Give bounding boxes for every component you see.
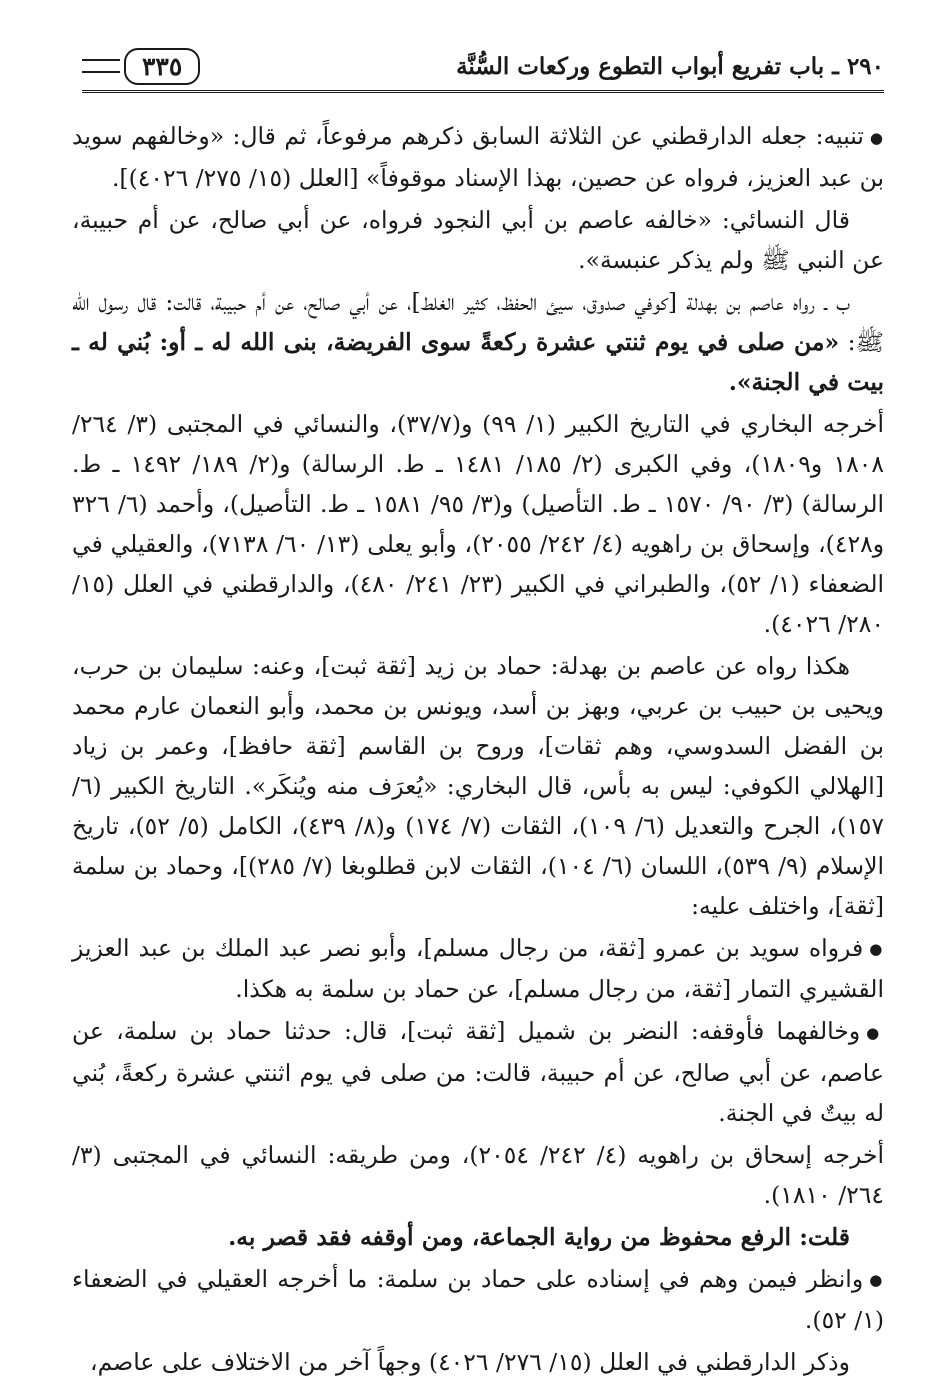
paragraph-text: تنبيه: جعله الدارقطني عن الثلاثة السابق ذكرهم مرفوعاً، ثم قال: «وخالفهم سويد بن عبد العزيز، فرواه عن حصين، بهذا الإسناد موقوفاً» [العلل (١٥/ ٢٧٥/ ٤٠٢٦)]. <box>72 122 884 192</box>
body-paragraph <box>72 1011 884 1133</box>
paragraph-text: هكذا رواه عن عاصم بن بهدلة: حماد بن زيد [ثقة ثبت]، وعنه: سليمان بن حرب، ويحيى بن حبيب بن عربي، وبهز بن أسد، ويونس بن محمد، وأبو النعمان عارم محمد بن الفضل السدوسي، وهم ثقات]، وروح بن القاسم [ثقة حافظ]، وعمر بن زياد [الهلالي الكوفي: ليس به بأس، قال البخاري: «يُعرَف منه ويُنكَر». التاريخ الكبير (٦/ ١٥٧)، الجرح والتعديل (٦/ ١٠٩)، الثقات (٧/ ١٧٤) و(٨/ ٤٣٩)، الكامل (٥/ ٥٢)، تاريخ الإسلام (٩/ ٥٣٩)، اللسان (٦/ ١٠٤)، الثقات لابن قطلوبغا (٧/ ٢٨٥)]، وحماد بن سلمة [ثقة]، واختلف عليه: <box>72 651 885 920</box>
bullet-icon: ● <box>869 128 884 147</box>
bold-text: «من صلى في يوم ثنتي عشرة ركعةً سوى الفريضة، بنى الله له ـ أو: بُني له ـ بيت في الجنة». <box>72 327 884 396</box>
body-paragraph <box>72 928 884 1010</box>
paragraph-text: وانظر فيمن وهم في إسناده على حماد بن سلمة: ما أخرجه العقيلي في الضعفاء (١/ ٥٢). <box>72 1264 884 1334</box>
body-paragraph <box>72 1217 884 1257</box>
body-paragraph <box>72 116 884 198</box>
running-header <box>82 44 884 88</box>
body-paragraph <box>72 404 884 644</box>
bullet-icon: ● <box>869 940 884 958</box>
paragraph-text: فرواه سويد بن عمرو [ثقة، من رجال مسلم]، وأبو نصر عبد الملك بن عبد العزيز القشيري التمار [ثقة، من رجال مسلم]، عن حماد بن سلمة به هكذا. <box>72 933 884 1003</box>
paragraph-text: أخرجه إسحاق بن راهويه (٤/ ٢٤٢/ ٢٠٥٤)، ومن طريقه: النسائي في المجتبى (٣/ ٢٦٤/ ١٨١٠). <box>72 1140 884 1209</box>
header-divider <box>82 90 884 95</box>
page-number: ٣٣٥ <box>124 48 200 85</box>
bold-text: قلت: الرفع محفوظ من رواية الجماعة، ومن أوقفه فقد قصر به. <box>228 1222 850 1251</box>
paragraph-text: ب ـ رواه عاصم بن بهدلة [كوفي صدوق، سيئ الحفظ، كثير الغلط]، عن أبي صالح، عن أم حبيبة، قالت: قال رسول الله ﷺ: <box>72 287 884 356</box>
body-paragraph <box>72 1135 884 1215</box>
paragraph-text: أخرجه البخاري في التاريخ الكبير (١/ ٩٩) و(٣٧/٧)، والنسائي في المجتبى (٣/ ٢٦٤/ ١٨٠٨ و١٨٠٩)، وفي الكبرى (٢/ ١٨٥/ ١٤٨١ ـ ط. الرسالة) و(٢/ ١٨٩/ ١٤٩٢ ـ ط. الرسالة) (٣/ ٩٠/ ١٥٧٠ ـ ط. التأصيل) و(٣/ ٩٥/ ١٥٨١ ـ ط. التأصيل)، وأحمد (٦/ ٣٢٦ و٤٢٨)، وإسحاق بن راهويه (٤/ ٢٤٢/ ٢٠٥٥)، وأبو يعلى (١٣/ ٦٠/ ٧١٣٨)، والعقيلي في الضعفاء (١/ ٥٢)، والطبراني في الكبير (٢٣/ ٢٤١/ ٤٨٠)، والدارقطني في العلل (١٥/ ٢٨٠/ ٤٠٢٦). <box>72 409 885 638</box>
ornament-rule <box>82 59 120 73</box>
page-header-title: ٢٩٠ ـ باب تفريع أبواب التطوع وركعات السُّنَّة <box>456 52 884 80</box>
body-paragraph <box>72 282 884 402</box>
bullet-icon: ● <box>866 1023 884 1042</box>
page-body <box>72 116 884 1384</box>
paragraph-text: قال النسائي: «خالفه عاصم بن أبي النجود فرواه، عن أبي صالح، عن أم حبيبة، عن النبي ﷺ ولم يذكر عنبسة». <box>72 205 884 274</box>
body-paragraph <box>72 646 884 926</box>
body-paragraph <box>72 200 884 280</box>
body-paragraph <box>72 1342 884 1382</box>
body-paragraph <box>72 1259 884 1341</box>
bullet-icon: ● <box>869 1271 885 1289</box>
page-number-ornament <box>82 48 200 85</box>
paragraph-text: وذكر الدارقطني في العلل (١٥/ ٢٧٦/ ٤٠٢٦) وجهاً آخر من الاختلاف على عاصم، <box>90 1348 850 1376</box>
paragraph-text: وخالفهما فأوقفه: النضر بن شميل [ثقة ثبت]، قال: حدثنا حماد بن سلمة، عن عاصم، عن أبي صالح، عن أم حبيبة، قالت: من صلى في يوم اثنتي عشرة ركعةً، بُني له بيتٌ في الجنة. <box>72 1017 884 1127</box>
